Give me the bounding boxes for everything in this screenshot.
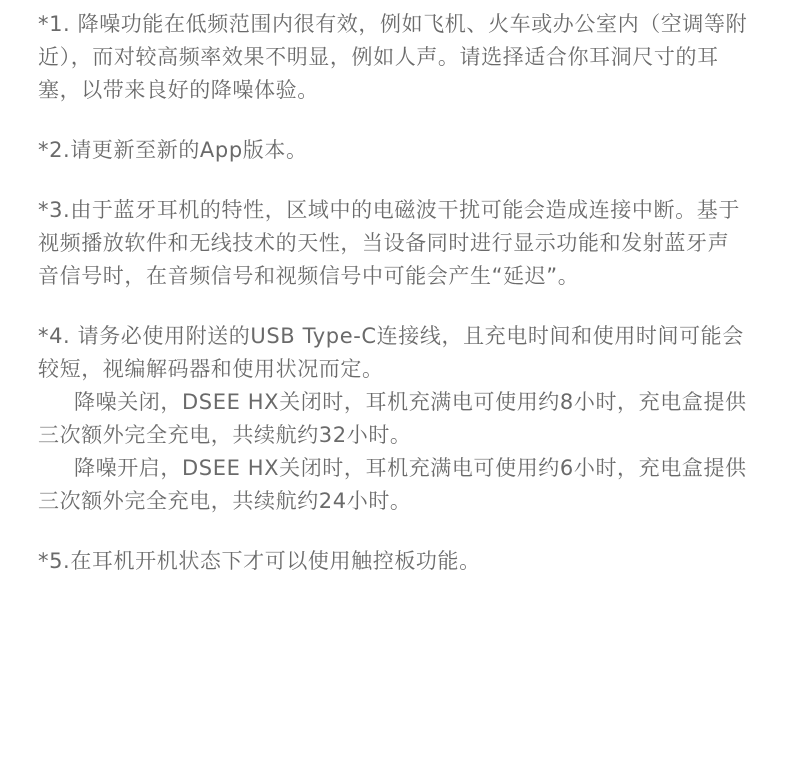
- footnote-1: [38, 8, 750, 107]
- battery-note-nc-off: 降噪关闭，DSEE HX关闭时，耳机充满电可使用约8小时，充电盒提供三次额外完全充电，共续航约32小时。: [38, 390, 747, 447]
- footnote-text: *3.由于蓝牙耳机的特性，区域中的电磁波干扰可能会造成连接中断。基于视频播放软件和无线技术的天性，当设备同时进行显示功能和发射蓝牙声音信号时，在音频信号和视频信号中可能会产生“延迟”。: [38, 198, 740, 288]
- footnote-text: *5.在耳机开机状态下才可以使用触控板功能。: [38, 549, 481, 573]
- footnote-3: [38, 194, 750, 293]
- footnote-2: [38, 134, 750, 167]
- battery-note-nc-on: 降噪开启，DSEE HX关闭时，耳机充满电可使用约6小时，充电盒提供三次额外完全充电，共续航约24小时。: [38, 456, 747, 513]
- footnote-4: [38, 320, 750, 518]
- footnote-text: *4. 请务必使用附送的USB Type-C连接线，且充电时间和使用时间可能会较短，视编解码器和使用状况而定。: [38, 324, 744, 381]
- footnote-text: *2.请更新至新的App版本。: [38, 138, 308, 162]
- footnote-text: *1. 降噪功能在低频范围内很有效，例如飞机、火车或办公室内（空调等附近），而对较高频率效果不明显，例如人声。请选择适合你耳洞尺寸的耳塞，以带来良好的降噪体验。: [38, 12, 748, 102]
- footnote-5: [38, 545, 750, 578]
- footnotes: [38, 8, 750, 578]
